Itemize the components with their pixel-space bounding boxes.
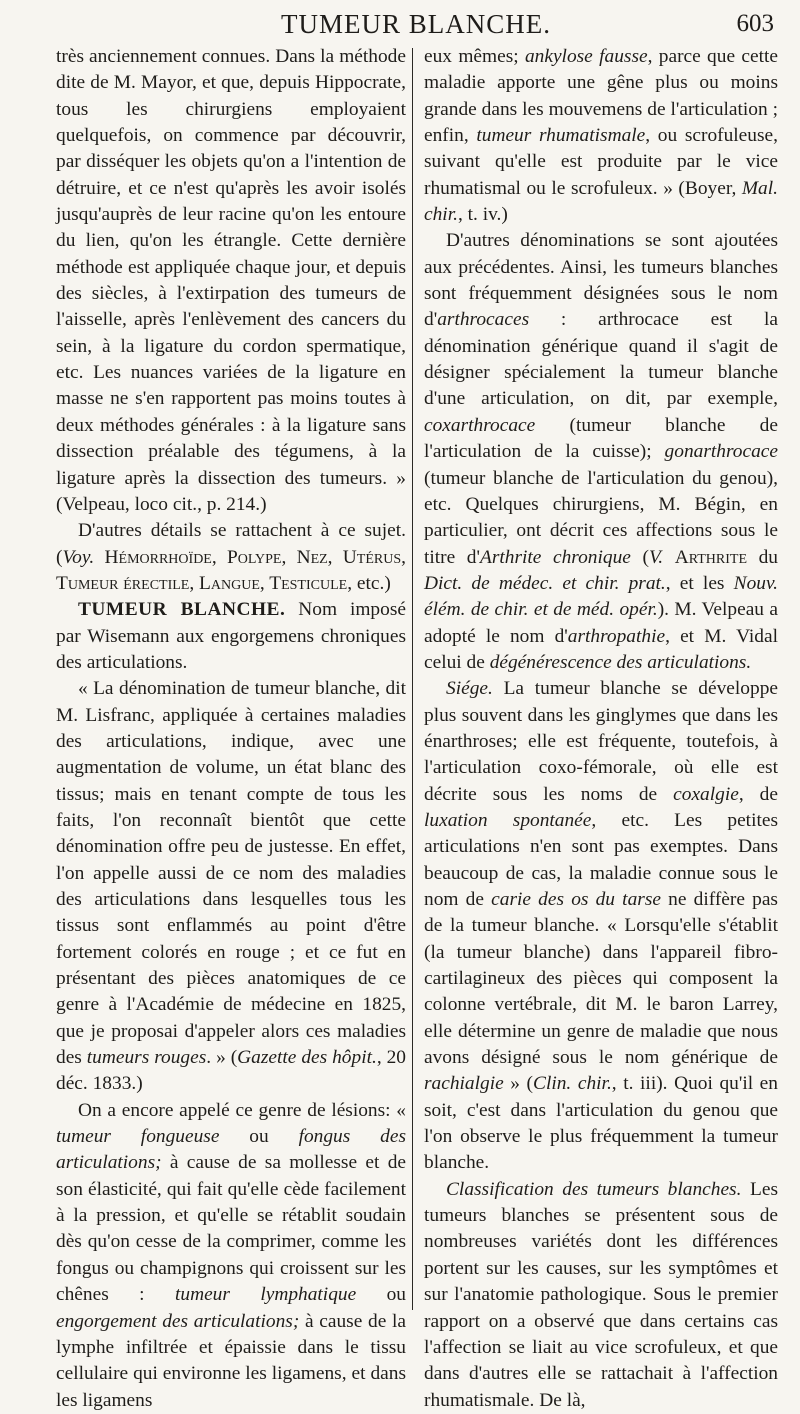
page-number: 603 (736, 10, 774, 37)
left-column (56, 44, 406, 1414)
paragraph: D'autres dénominations se sont ajoutées aux précédentes. Ainsi, les tumeurs blanches sont fréquemment désignées sous le nom d'arthrocaces : arthrocace est la dénomination générique quand il s'agit de désigner spécialement la tumeur blanche d'une articulation, on dit, par exemple, coxarthrocace (tumeur blanche de l'articulation de la cuisse); gonarthrocace (tumeur blanche de l'articulation du genou), etc. Quelques chirurgiens, M. Bégin, en particulier, ont décrit ces affections sous le titre d'Arthrite chronique (V. Arthrite du Dict. de médec. et chir. prat., et les Nouv. élém. de chir. et de méd. opér.). M. Velpeau a adopté le nom d'arthropathie, et M. Vidal celui de dégénérescence des articulations. (424, 230, 778, 673)
paragraph: très anciennement connues. Dans la méthode dite de M. Mayor, et que, depuis Hippocrate, tous les chirurgiens employaient quelquefois, on commence par découvrir, par disséquer les objets qu'on a l'intention de détruire, et ce n'est qu'après les avoir isolés jusqu'auprès de leur racine qu'on les entoure du lien, qu'on les étrangle. Cette dernière méthode est appliquée chaque jour, et depuis des siècles, à l'extirpation des tumeurs de l'aisselle, après l'enlèvement des cancers du sein, à la ligature du cordon spermatique, etc. Les nuances variées de la ligature en masse ne s'en rapportent pas moins toutes à deux méthodes générales : à la ligature sans dissection préalable des tégumens, à la ligature après la dissection des tumeurs. » (Velpeau, loco cit., p. 214.) (56, 46, 406, 515)
cross-references: Hémorrhoïde, Polype, Nez, Utérus, Tumeur érectile, Langue, Testicule (56, 546, 406, 594)
paragraph: D'autres détails se rattachent à ce sujet. (Voy. Hémorrhoïde, Polype, Nez, Utérus, Tumeur érectile, Langue, Testicule, etc.) (56, 520, 406, 594)
running-title: TUMEUR BLANCHE. (281, 9, 551, 39)
section-label: Classification des tumeurs blanches. (446, 1178, 742, 1200)
paragraph: On a encore appelé ce genre de lésions: « tumeur fongueuse ou fongus des articulations; à cause de sa mollesse et de son élasticité, qui fait qu'elle cède facilement à la pression, et qu'elle se rétablit soudain dès qu'on cesse de la comprimer, comme les fongus ou champignons qui croissent sur les chênes : tumeur lymphatique ou engorgement des articulations; à cause de la lymphe infiltrée et épaissie dans le tissu cellulaire qui environne les ligamens, et dans les ligamens (56, 1099, 406, 1411)
section-siege: Siége. La tumeur blanche se développe plus souvent dans les ginglymes que dans les énarthroses; elle est fréquente, toutefois, à l'articulation coxo-fémorale, où elle est décrite sous les noms de coxalgie, de luxation spontanée, etc. Les petites articulations n'en sont pas exemptes. Dans beaucoup de cas, la maladie connue sous le nom de carie des os du tarse ne diffère pas de la tumeur blanche. « Lorsqu'elle s'établit (la tumeur blanche) dans l'appareil fibro-cartilagineux des pièces qui composent la colonne vertébrale, dit M. le baron Larrey, elle détermine un genre de maladie que nous avons désigné sous le nom générique de rachialgie » (Clin. chir., t. iii). Quoi qu'il en soit, c'est dans l'articulation du genou que l'on observe le plus fréquemment la tumeur blanche. (424, 678, 778, 1174)
entry-paragraph: TUMEUR BLANCHE. Nom imposé par Wisemann aux engorgemens chroniques des articulations. (56, 599, 406, 673)
column-divider (412, 48, 413, 1310)
section-label: Siége. (446, 678, 493, 700)
right-column (424, 44, 778, 1414)
quotation-paragraph: « La dénomination de tumeur blanche, dit M. Lisfranc, appliquée à certaines maladies des articulations, indique, avec une augmentation de volume, un état blanc des tissus; mais en tenant compte de tous les faits, l'on reconnaît bientôt que cette dénomination offre peu de justesse. En effet, l'on appelle aussi de ce nom des maladies des articulations dans lesquelles tous les tissus sont enflammés au point d'être fortement colorés en rouge ; et ce fut en présentant des pièces anatomiques de ce genre à l'Académie de médecine en 1825, que je proposai d'appeler alors ces maladies des tumeurs rouges. » (Gazette des hôpit., 20 déc. 1833.) (56, 678, 407, 1095)
page-header (58, 6, 774, 42)
paragraph: eux mêmes; ankylose fausse, parce que cette maladie apporte une gêne plus ou moins grande dans les mouvemens de l'articulation ; enfin, tumeur rhumatismale, ou scrofuleuse, suivant qu'elle est produite par le vice rhumatismal ou le scrofuleux. » (Boyer, Mal. chir., t. iv.) (424, 46, 778, 226)
entry-headword: TUMEUR BLANCHE. (78, 599, 286, 621)
section-classification: Classification des tumeurs blanches. Les tumeurs blanches se présentent sous de nombreuses variétés dont les différences portent sur les causes, sur les symptômes et sur l'anatomie pathologique. Sous le premier rapport on a observé que dans certains cas l'affection se liait au vice scrofuleux, et que dans d'autres elle se rattachait à l'affection rhumatismale. De là, (424, 1178, 778, 1411)
cross-reference: Arthrite (674, 546, 748, 568)
